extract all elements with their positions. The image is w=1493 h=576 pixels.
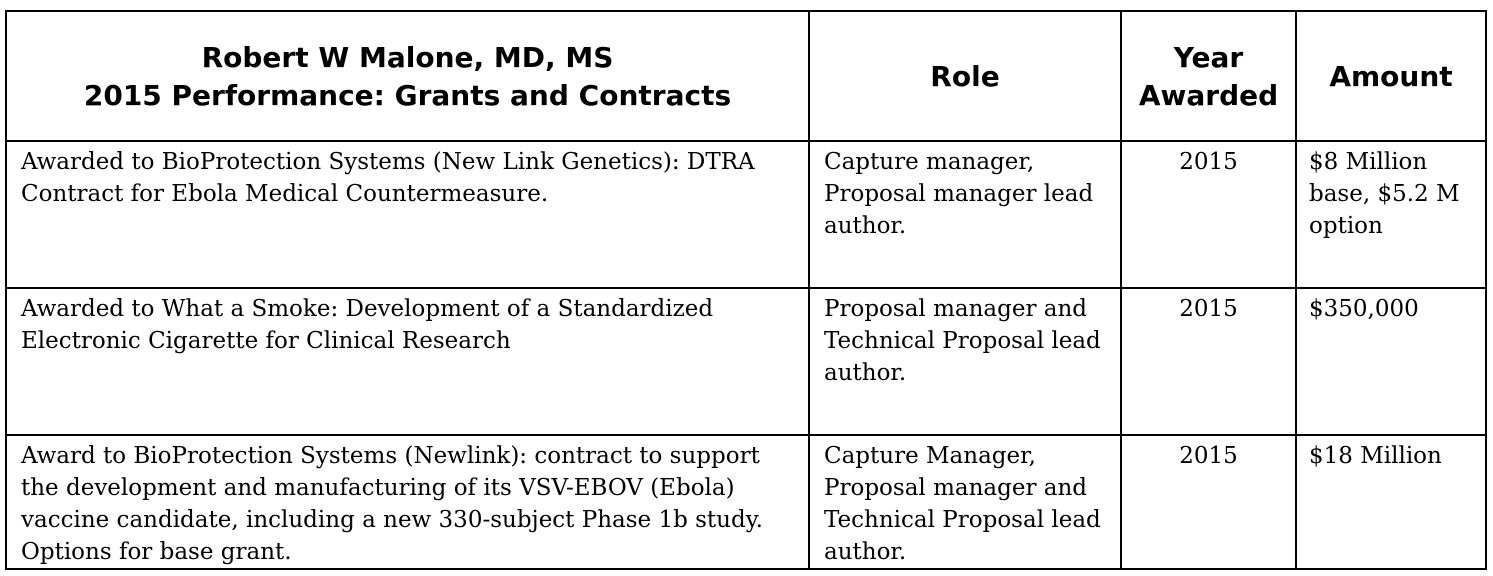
table-row [6, 435, 1486, 569]
amount-cell [1296, 288, 1486, 435]
year-cell [1121, 141, 1296, 288]
year-cell [1121, 435, 1296, 569]
amount-text: $18 Million [1309, 443, 1442, 469]
description-text: Award to BioProtection Systems (Newlink): contract to support the development and manufacturing of its VSV-EBOV (Ebola) vaccine candidate, including a new 330-subject Phase 1b study. Options for base grant. [21, 443, 763, 565]
year-text: 2015 [1179, 296, 1238, 322]
table-body [6, 141, 1486, 569]
amount-text: $350,000 [1309, 296, 1419, 322]
amount-cell [1296, 435, 1486, 569]
role-text: Proposal manager and Technical Proposal lead author. [824, 296, 1101, 386]
header-row [6, 11, 1486, 141]
grants-contracts-table [5, 10, 1487, 570]
role-text: Capture manager, Proposal manager lead author. [824, 149, 1094, 239]
table-header [6, 11, 1486, 141]
header-year-label-line1: Year [1173, 41, 1244, 74]
header-title-subtitle: 2015 Performance: Grants and Contracts [83, 79, 732, 112]
table-row [6, 288, 1486, 435]
header-role-label: Role [930, 60, 1000, 93]
header-year-cell [1121, 11, 1296, 141]
description-text: Awarded to BioProtection Systems (New Link Genetics): DTRA Contract for Ebola Medical Countermeasure. [21, 149, 755, 207]
description-cell [6, 435, 809, 569]
header-title-name: Robert W Malone, MD, MS [201, 41, 614, 74]
header-year-label-line2: Awarded [1138, 79, 1279, 112]
amount-cell [1296, 141, 1486, 288]
role-cell [809, 141, 1121, 288]
description-text: Awarded to What a Smoke: Development of a Standardized Electronic Cigarette for Clinical Research [21, 296, 714, 354]
header-amount-label: Amount [1329, 60, 1453, 93]
role-cell [809, 435, 1121, 569]
header-role-cell [809, 11, 1121, 141]
table-row [6, 141, 1486, 288]
header-title-cell [6, 11, 809, 141]
role-text: Capture Manager, Proposal manager and Technical Proposal lead author. [824, 443, 1101, 565]
header-amount-cell [1296, 11, 1486, 141]
amount-text: $8 Million base, $5.2 M option [1309, 149, 1460, 239]
description-cell [6, 141, 809, 288]
year-text: 2015 [1179, 443, 1238, 469]
role-cell [809, 288, 1121, 435]
year-text: 2015 [1179, 149, 1238, 175]
description-cell [6, 288, 809, 435]
year-cell [1121, 288, 1296, 435]
